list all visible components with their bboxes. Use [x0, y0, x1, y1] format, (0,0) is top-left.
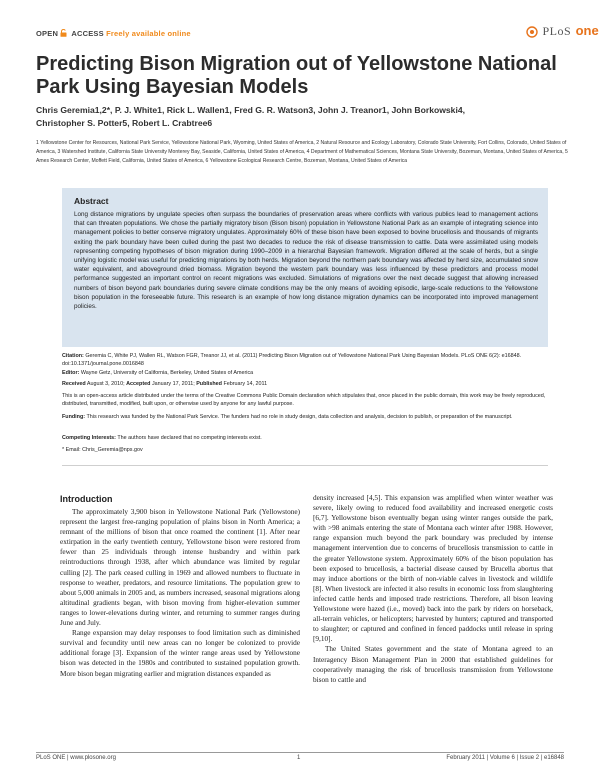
intro-paragraph-2: Range expansion may delay responses to food limitation such as diminished survival and fecundity until new areas can no longer be colonized to provide additional forage [3]. Expansion of the winter range areas used by Yellowstone bison was detected in the 1980s and contributed to sustained population growth. More bison began migrating earlier and migration distances expanded as — [60, 629, 300, 678]
intro-paragraph-4: The United States government and the state of Montana agreed to an Interagency Bison Management Plan in 2000 that established guidelines for cooperatively managing the risk of brucellosis transmission from Yellowstone bison to cattle and — [313, 645, 553, 684]
author-line-2: Christopher S. Potter5, Robert L. Crabtree6 — [36, 118, 213, 128]
article-title: Predicting Bison Migration out of Yellowstone National Park Using Bayesian Models — [36, 53, 557, 98]
license-text: This is an open-access article distributed under the terms of the Creative Commons Public Domain declaration which stipulates that, once placed in the public domain, this work may be freely reproduced, distributed, transmitted, modified, built upon, or otherwise used by anyone for any lawful purpose. — [62, 393, 546, 407]
plos-one-logo — [526, 22, 599, 40]
citation-block — [62, 352, 548, 368]
intro-paragraph-3: density increased [4,5]. This expansion was amplified when winter weather was severe, likely owing to reduced food availability and increased energetic costs [6,7]. Yellowstone bison eventually began using winter ranges outside the park, with >98 animals entering the state of Montana each winter after 1988. However, range expansion much beyond the park boundary was precluded by intense management intervention due to concerns of brucellosis transmission to cattle in the greater Yellowstone system. Approximately 60% of the bison population has been exposed to brucellosis, a bacterial disease caused by Brucella abortus that may induce abortions or the birth of non-viable calves in livestock and wildlife [8]. When livestock are infected it also results in economic loss from slaughtering infected cattle herds and imposed trade restrictions. Therefore, all bison leaving Yellowstone were hazed (i.e., moved) back into the park by riders on horseback, all-terrain vehicles, or helicopters; harvested by hunters; captured and transported to slaughter; or captured and confined in fenced paddocks until release in spring [9,10]. — [313, 494, 553, 644]
introduction-heading: Introduction — [60, 494, 113, 504]
open-access-banner — [36, 29, 191, 38]
front-matter-divider — [62, 465, 548, 466]
author-line-1: Chris Geremia1,2*, P. J. White1, Rick L. Wallen1, Fred G. R. Watson3, John J. Treanor1, John Borkowski4, — [36, 105, 466, 115]
footer-divider — [36, 752, 564, 753]
freely-available-label: Freely available online — [106, 29, 191, 38]
body-column-right — [313, 493, 553, 685]
published-date: February 14, 2011 — [223, 381, 268, 387]
received-date: August 3, 2010; — [86, 381, 125, 387]
editor-text: Wayne Getz, University of California, Berkeley, United States of America — [80, 370, 254, 376]
citation-text: Geremia C, White PJ, Wallen RL, Watson FGR, Treanor JJ, et al. (2011) Predicting Bison Migration out of Yellowstone National Park Using Bayesian Models. PLoS ONE 6(2): e16848. doi:10.1371/journal.pone.0016848 — [62, 353, 522, 367]
dates-block — [62, 380, 548, 388]
funding-block — [62, 413, 548, 421]
accepted-label: Accepted — [126, 381, 151, 387]
funding-label: Funding: — [62, 414, 86, 420]
citation-label: Citation: — [62, 353, 84, 359]
received-label: Received — [62, 381, 86, 387]
editor-label: Editor: — [62, 370, 80, 376]
competing-text: The authors have declared that no competing interests exist. — [117, 435, 262, 441]
intro-paragraph-1: The approximately 3,900 bison in Yellowstone National Park (Yellowstone) represent the largest free-ranging population of plains bison in North America; a remnant of the millions of bison that once roamed the continent [1]. After near extirpation in the early twentieth century, Yellowstone bison were restored from fewer than 25 individuals through intense husbandry and within park reintroductions through 1938, after which abundance was limited by regular culling [2]. The park ceased culling in 1969 and allowed numbers to fluctuate in response to weather, predators, and resource limitations. The population grew to about 5,000 animals in 2005 and, as numbers increased, seasonal migrations along altitudinal gradients began, with bison moving from higher-elevation summer ranges to lower-elevations during winter, and returning to summer ranges during June and July. — [60, 508, 300, 628]
journal-header — [0, 0, 600, 44]
footer-journal: PLoS ONE | www.plosone.org — [36, 755, 116, 761]
abstract-box — [62, 188, 548, 347]
funding-text: This research was funded by the National Park Service. The funders had no role in study design, data collection and analysis, decision to publish, or preparation of the manuscript. — [86, 414, 513, 420]
access-label: ACCESS — [71, 29, 104, 38]
published-label: Published — [196, 381, 222, 387]
plos-logo-mark-icon — [526, 26, 538, 38]
open-access-label: OPEN — [36, 29, 59, 38]
abstract-text: Long distance migrations by ungulate species often surpass the boundaries of preservation areas where conflicts with various publics lead to management actions that can threaten populations. We chose the partially migratory bison (Bison bison) population in Yellowstone National Park as an example of integrating science into management policies to better conserve migratory ungulates. Approximately 60% of these bison have been exposed to bovine brucellosis and thousands of migrants exiting the park boundary have been culled during the past two decades to reduce the risk of disease transmission to cattle. Data were assimilated using models representing competing hypotheses of bison migration during 1990–2009 in a hierarchal Bayesian framework. Migration differed at the scale of herds, but a single unifying logistic model was useful for predicting migrations by both herds. Migration beyond the northern park boundary was affected by herd size, accumulated snow water equivalent, and aboveground dried biomass. Migration beyond the western park boundary was less influenced by these predictors and process model performance suggested an important control on recent migrations was excluded. Simulations of migrations over the next decade suggest that allowing increased numbers of bison beyond park boundaries during severe climate conditions may be the only means of avoiding episodic, large-scale reductions to the Yellowstone bison population in the foreseeable future. This research is an example of how long distance migration dynamics can be incorporated into improved management policies. — [74, 211, 538, 311]
author-list — [36, 104, 576, 130]
footer-page-number: 1 — [297, 755, 301, 761]
accepted-date: January 17, 2011; — [151, 381, 195, 387]
logo-one-text: one — [575, 23, 599, 38]
abstract-heading: Abstract — [74, 196, 109, 206]
logo-plos-text: PLoS — [542, 24, 572, 38]
body-column-left — [60, 507, 300, 679]
email-line: * Email: Chris_Geremia@nps.gov — [62, 447, 143, 453]
open-lock-icon — [60, 29, 67, 37]
competing-label: Competing Interests: — [62, 435, 116, 441]
footer-issue: February 2011 | Volume 6 | Issue 2 | e16848 — [446, 755, 564, 761]
editor-block — [62, 369, 548, 377]
competing-interests-block — [62, 434, 548, 442]
affiliations: 1 Yellowstone Center for Resources, National Park Service, Yellowstone National Park, Wyoming, United States of America, 2 Natural Resource and Ecology Laboratory, Colorado State University, Fort Collins, Colorado, United States of America, 3 Watershed Institute, California State University Monterey Bay, Seaside, California, United States of America, 4 Department of Mathematical Sciences, Montana State University, Bozeman, Montana, United States of America, 5 Ames Research Center, Moffett Field, California, United States of America, 6 Yellowstone Ecological Research Centre, Bozeman, Montana, United States of America — [36, 140, 568, 164]
